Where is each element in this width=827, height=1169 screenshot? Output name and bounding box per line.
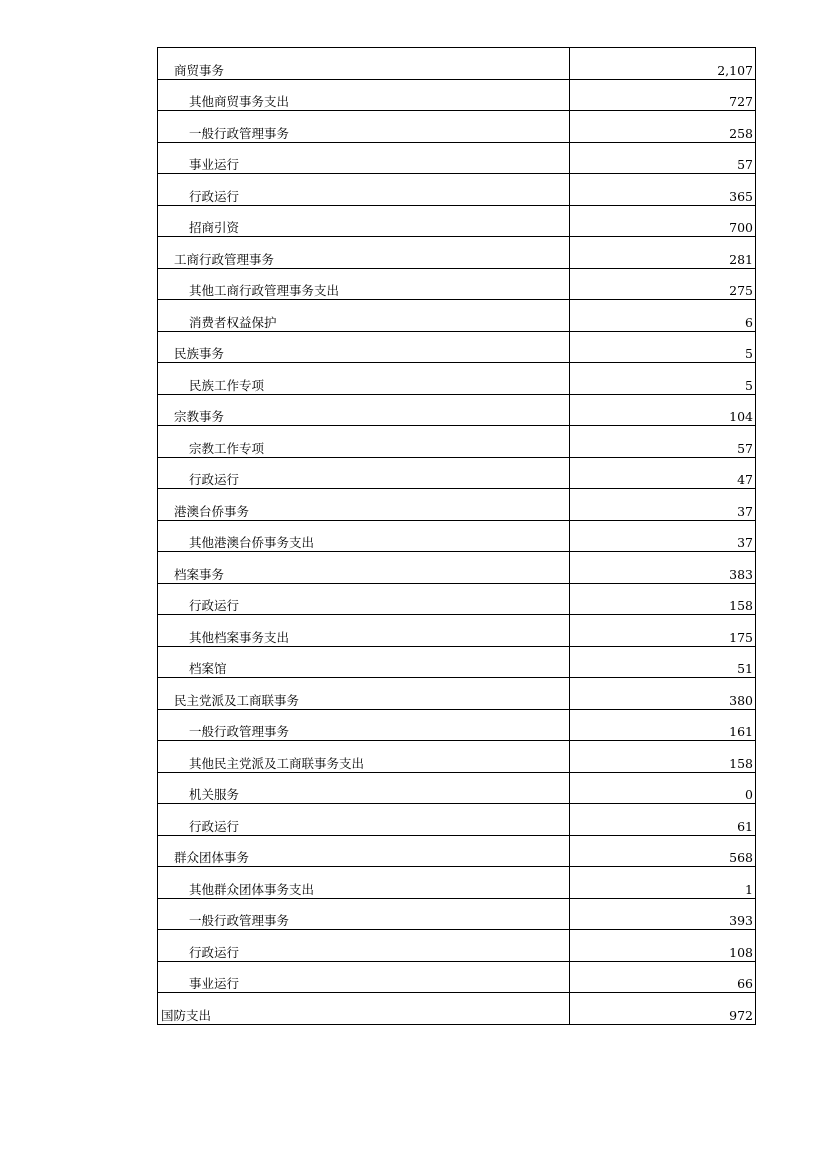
item-name-cell: 档案事务	[158, 552, 570, 584]
item-amount-cell: 393	[570, 898, 756, 930]
item-amount-cell: 37	[570, 489, 756, 521]
table-row	[158, 741, 756, 773]
table-row	[158, 363, 756, 395]
item-amount-cell: 275	[570, 268, 756, 300]
table-row	[158, 300, 756, 332]
item-amount-cell: 1	[570, 867, 756, 899]
table-row	[158, 804, 756, 836]
item-amount-cell: 61	[570, 804, 756, 836]
item-name-cell: 群众团体事务	[158, 835, 570, 867]
item-amount-cell: 175	[570, 615, 756, 647]
table-row	[158, 520, 756, 552]
item-amount-cell: 5	[570, 363, 756, 395]
table-row	[158, 394, 756, 426]
table-row	[158, 583, 756, 615]
item-amount-cell: 158	[570, 583, 756, 615]
table-row	[158, 237, 756, 269]
item-name-cell: 行政运行	[158, 804, 570, 836]
item-amount-cell: 66	[570, 961, 756, 993]
table-row	[158, 48, 756, 80]
item-name-cell: 行政运行	[158, 457, 570, 489]
item-amount-cell: 57	[570, 426, 756, 458]
item-amount-cell: 5	[570, 331, 756, 363]
item-name-cell: 事业运行	[158, 142, 570, 174]
item-amount-cell: 104	[570, 394, 756, 426]
table-row	[158, 111, 756, 143]
item-name-cell: 档案馆	[158, 646, 570, 678]
item-name-cell: 商贸事务	[158, 48, 570, 80]
item-amount-cell: 37	[570, 520, 756, 552]
item-name-cell: 港澳台侨事务	[158, 489, 570, 521]
item-name-cell: 一般行政管理事务	[158, 111, 570, 143]
item-amount-cell: 51	[570, 646, 756, 678]
item-name-cell: 事业运行	[158, 961, 570, 993]
item-amount-cell: 258	[570, 111, 756, 143]
item-name-cell: 宗教事务	[158, 394, 570, 426]
item-name-cell: 一般行政管理事务	[158, 898, 570, 930]
table-row	[158, 993, 756, 1025]
table-row	[158, 867, 756, 899]
item-name-cell: 其他商贸事务支出	[158, 79, 570, 111]
table-row	[158, 142, 756, 174]
item-amount-cell: 281	[570, 237, 756, 269]
item-name-cell: 机关服务	[158, 772, 570, 804]
item-name-cell: 行政运行	[158, 930, 570, 962]
item-name-cell: 其他档案事务支出	[158, 615, 570, 647]
item-amount-cell: 6	[570, 300, 756, 332]
item-amount-cell: 57	[570, 142, 756, 174]
item-amount-cell: 108	[570, 930, 756, 962]
item-name-cell: 其他民主党派及工商联事务支出	[158, 741, 570, 773]
table-row	[158, 709, 756, 741]
table-row	[158, 489, 756, 521]
item-amount-cell: 47	[570, 457, 756, 489]
item-amount-cell: 727	[570, 79, 756, 111]
item-amount-cell: 568	[570, 835, 756, 867]
table-row	[158, 205, 756, 237]
table-row	[158, 174, 756, 206]
item-name-cell: 行政运行	[158, 583, 570, 615]
item-name-cell: 国防支出	[158, 993, 570, 1025]
table-row	[158, 898, 756, 930]
item-name-cell: 行政运行	[158, 174, 570, 206]
table-row	[158, 961, 756, 993]
table-row	[158, 426, 756, 458]
item-name-cell: 消费者权益保护	[158, 300, 570, 332]
item-amount-cell: 2,107	[570, 48, 756, 80]
item-amount-cell: 158	[570, 741, 756, 773]
budget-table	[157, 47, 756, 1025]
item-amount-cell: 0	[570, 772, 756, 804]
item-amount-cell: 383	[570, 552, 756, 584]
table-row	[158, 552, 756, 584]
table-row	[158, 457, 756, 489]
item-amount-cell: 161	[570, 709, 756, 741]
item-name-cell: 一般行政管理事务	[158, 709, 570, 741]
item-amount-cell: 365	[570, 174, 756, 206]
item-name-cell: 其他群众团体事务支出	[158, 867, 570, 899]
item-amount-cell: 972	[570, 993, 756, 1025]
item-name-cell: 招商引资	[158, 205, 570, 237]
item-name-cell: 工商行政管理事务	[158, 237, 570, 269]
item-name-cell: 宗教工作专项	[158, 426, 570, 458]
table-row	[158, 835, 756, 867]
item-amount-cell: 380	[570, 678, 756, 710]
table-row	[158, 615, 756, 647]
table-body	[158, 48, 756, 1025]
item-amount-cell: 700	[570, 205, 756, 237]
item-name-cell: 其他港澳台侨事务支出	[158, 520, 570, 552]
table-row	[158, 646, 756, 678]
table-row	[158, 268, 756, 300]
item-name-cell: 民族事务	[158, 331, 570, 363]
table-row	[158, 331, 756, 363]
table-row	[158, 79, 756, 111]
item-name-cell: 民族工作专项	[158, 363, 570, 395]
table-row	[158, 930, 756, 962]
item-name-cell: 民主党派及工商联事务	[158, 678, 570, 710]
table-row	[158, 772, 756, 804]
table-row	[158, 678, 756, 710]
item-name-cell: 其他工商行政管理事务支出	[158, 268, 570, 300]
